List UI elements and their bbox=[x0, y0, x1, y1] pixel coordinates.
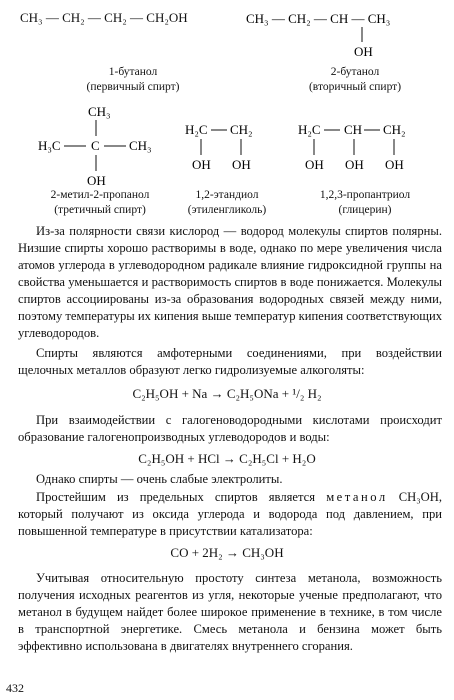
methylpropanol-name: 2-метил-2-пропанол bbox=[50, 189, 150, 201]
butanol2-structure bbox=[244, 6, 454, 61]
paragraph-methanol bbox=[18, 489, 442, 540]
propanetriol-name: 1,2,3-пропантриол bbox=[319, 189, 411, 201]
ethanediol-caption bbox=[172, 188, 282, 218]
methylpropanol-oh: OH bbox=[87, 173, 106, 188]
propanetriol-c1: H₂C bbox=[298, 122, 321, 137]
butanol2-chain: CH₃ — CH₂ — CH — CH₃ bbox=[246, 11, 391, 26]
propanetriol-structure bbox=[296, 118, 446, 178]
propanetriol-oh1: OH bbox=[305, 157, 324, 172]
ethanediol-oh2: OH bbox=[232, 157, 251, 172]
propanetriol-oh2: OH bbox=[345, 157, 364, 172]
ethanediol-c2: CH₂ bbox=[230, 122, 253, 137]
ethanediol-name: 1,2-этандиол bbox=[195, 189, 259, 201]
ethanediol-c1: H₂C bbox=[185, 122, 208, 137]
paragraph-methanol-use: Учитывая относительную простоту синтеза метанола, возможность получения исходных реагентов из угля, некоторые ученые предполагают, что метанол в будущем найдет более широкое применение в технике, в том числе в транспортной энергетике. Смесь метанола и бензина может быть эффективно использована в двигателях внутреннего сгорания. bbox=[18, 571, 442, 653]
butanol1-caption bbox=[68, 65, 198, 95]
methylpropanol-caption bbox=[30, 188, 170, 218]
propanetriol-c2: CH bbox=[344, 122, 363, 137]
ethanediol-structure bbox=[183, 118, 283, 178]
methylpropanol-right: CH₃ bbox=[129, 138, 152, 153]
butanol2-oh: OH bbox=[354, 44, 373, 59]
paragraph-polarity: Из-за полярности связи кислород — водород молекулы спиртов полярны. Низшие спирты хорошо растворимы в воде, однако по мере увеличения числа атомов углерода в углеводородном радикале влияние гидроксидной группы на свойства уменьшается и растворимость спиртов в воде понижается. Молекулы спиртов ассоциированы из-за образования водородных связей между ними, поэтому температуры их кипения выше температур кипения соответствующих углеводородов. bbox=[18, 224, 442, 340]
propanetriol-oh3: OH bbox=[385, 157, 404, 172]
butanol2-type: (вторичный спирт) bbox=[308, 81, 402, 93]
propanetriol-caption bbox=[300, 188, 430, 218]
methylpropanol-type: (третичный спирт) bbox=[54, 204, 146, 216]
paragraph-halogen: При взаимодействии с галогеноводородными кислотами происходит образование галогенопроизводных углеводородов и воды: bbox=[18, 413, 442, 444]
methanol-intro: Простейшим из предельных спиртов является bbox=[36, 490, 316, 504]
propanetriol-c3: CH₂ bbox=[383, 122, 406, 137]
propanetriol-type: (глицерин) bbox=[338, 204, 392, 216]
ethanediol-type: (этиленгликоль) bbox=[187, 204, 267, 216]
page-number: 432 bbox=[6, 681, 24, 695]
equation-alcoholate: C₂H₅OH + Na → C₂H₅ONa + ¹/₂ H₂ bbox=[132, 386, 322, 401]
methylpropanol-top: CH₃ bbox=[88, 104, 111, 119]
equation-methanol-synthesis: CO + 2H₂ → CH₃OH bbox=[170, 545, 284, 560]
paragraph-amphoteric: Спирты являются амфотерными соединениями, при воздействии щелочных металлов образуют легко гидролизуемые алкоголяты: bbox=[18, 346, 442, 377]
equation-chloride: C₂H₅OH + HCl → C₂H₅Cl + H₂O bbox=[138, 451, 316, 466]
butanol2-caption bbox=[290, 65, 420, 95]
butanol2-name: 2-бутанол bbox=[330, 66, 380, 78]
paragraph-electrolytes: Однако спирты — очень слабые электролиты. bbox=[36, 472, 283, 486]
methylpropanol-center: C bbox=[91, 138, 100, 153]
methanol-term: метанол bbox=[326, 490, 388, 504]
butanol1-type: (первичный спирт) bbox=[86, 81, 180, 93]
butanol1-name: 1-бутанол bbox=[108, 66, 158, 78]
methylpropanol-left: H₃C bbox=[38, 138, 61, 153]
ethanediol-oh1: OH bbox=[192, 157, 211, 172]
butanol1-formula: CH₃ — CH₂ — CH₂ — CH₂OH bbox=[20, 10, 188, 25]
methylpropanol-structure bbox=[36, 100, 166, 190]
methanol-after: CH₃OH, который получают из оксида углерода и водорода под давлением, при повышенной температуре в присутствии катализатора: bbox=[18, 490, 443, 538]
